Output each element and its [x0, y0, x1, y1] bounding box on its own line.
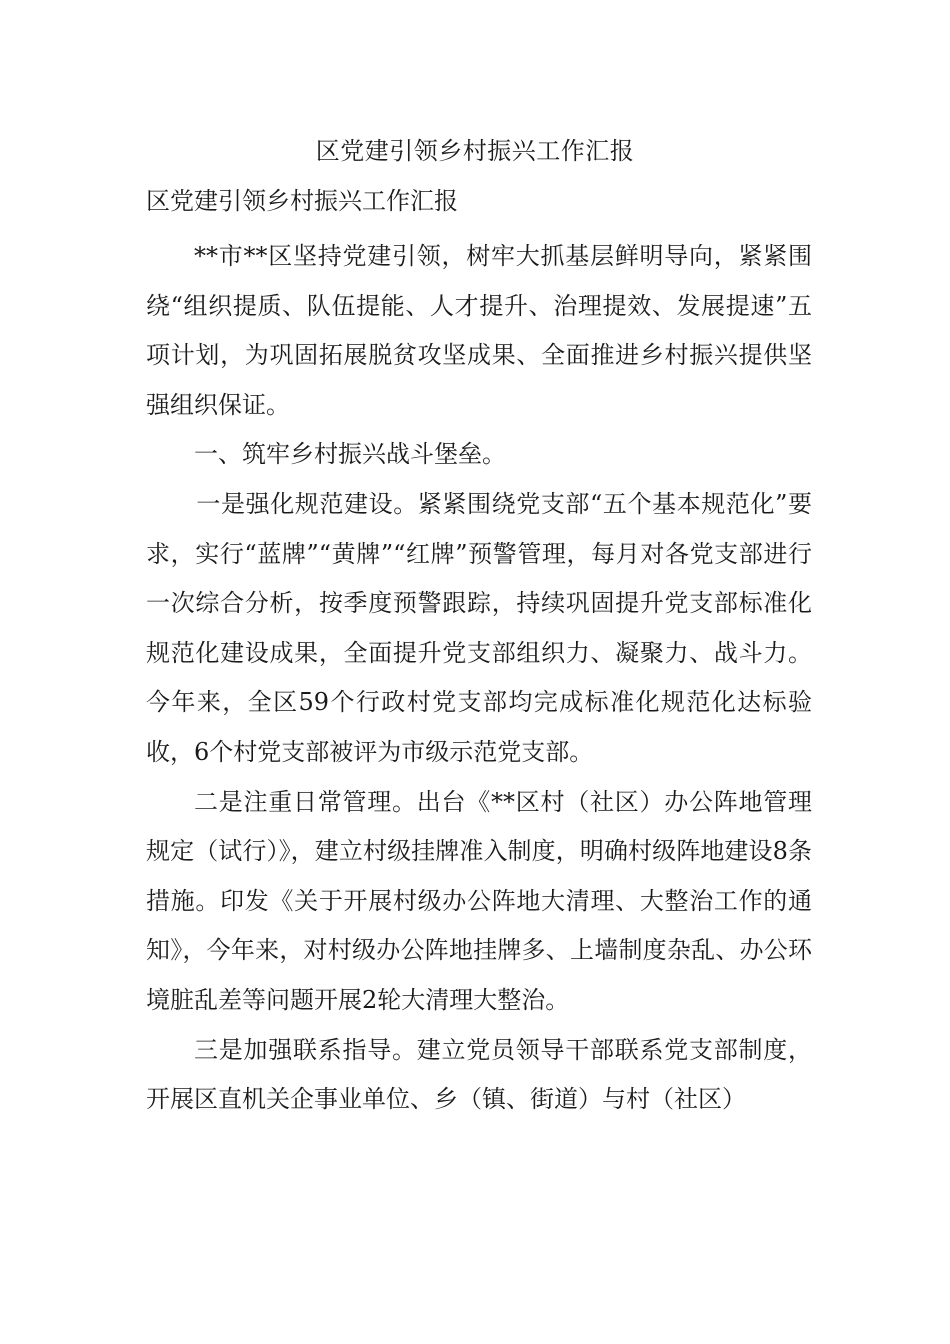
paragraph-intro: **市**区坚持党建引领，树牢大抓基层鲜明导向，紧紧围绕“组织提质、队伍提能、人才提升、治理提效、发展提速”五项计划，为巩固拓展脱贫攻坚成果、全面推进乡村振兴提供坚强组织保证。	[146, 242, 812, 419]
section-heading-1: 一、筑牢乡村振兴战斗堡垒。	[194, 440, 506, 469]
document-body	[146, 232, 812, 1125]
paragraph-liaison-guidance: 三是加强联系指导。建立党员领导干部联系党支部制度，开展区直机关企事业单位、乡（镇、街道）与村（社区）	[146, 1035, 812, 1114]
paragraph-daily-management: 二是注重日常管理。出台《**区村（社区）办公阵地管理规定（试行）》，建立村级挂牌准入制度，明确村级阵地建设8条措施。印发《关于开展村级办公阵地大清理、大整治工作的通知》，今年来，对村级办公阵地挂牌多、上墙制度杂乱、办公环境脏乱差等问题开展2轮大清理大整治。	[146, 787, 812, 1014]
paragraph-standardization: 一是强化规范建设。紧紧围绕党支部“五个基本规范化”要求，实行“蓝牌”“黄牌”“红牌”预警管理，每月对各党支部进行一次综合分析，按季度预警跟踪，持续巩固提升党支部标准化规范化建设成果，全面提升党支部组织力、凝聚力、战斗力。今年来，全区59个行政村党支部均完成标准化规范化达标验收，6个村党支部被评为市级示范党支部。	[146, 489, 812, 766]
document-title: 区党建引领乡村振兴工作汇报	[315, 137, 635, 165]
document-subtitle: 区党建引领乡村振兴工作汇报	[146, 187, 458, 215]
